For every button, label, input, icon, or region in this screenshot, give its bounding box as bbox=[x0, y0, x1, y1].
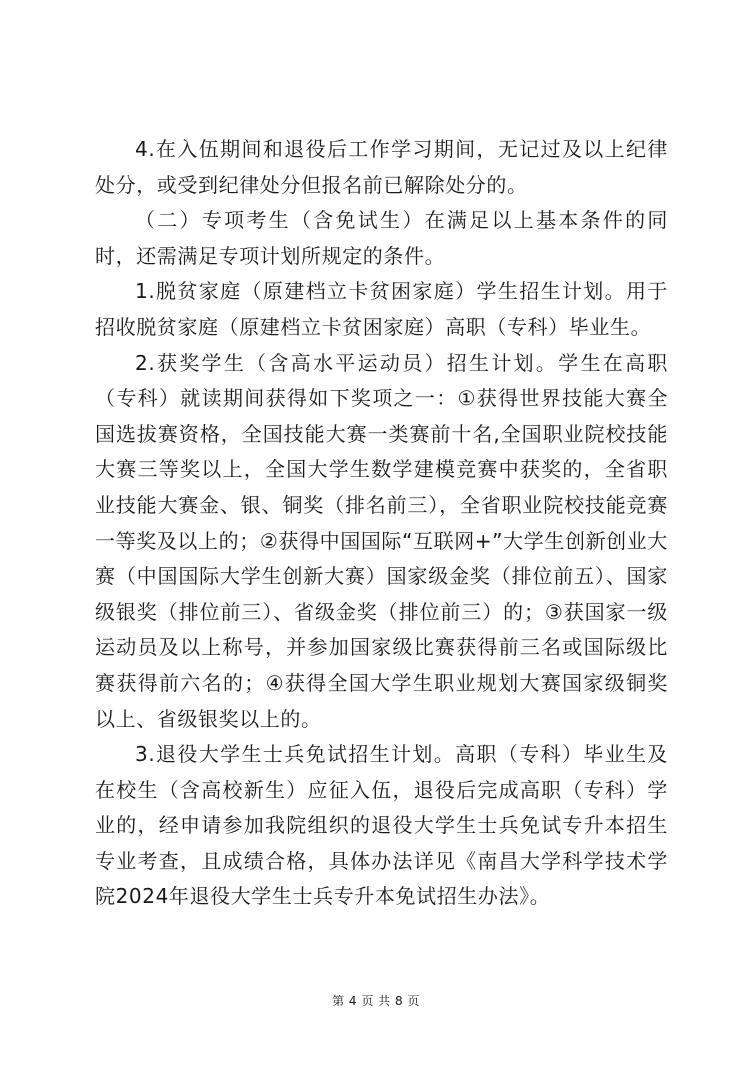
paragraph-veteran-plan: 3.退役大学生士兵免试招生计划。高职（专科）毕业生及在校生（含高校新生）应征入伍，退役后完成高职（专科）学业的，经申请参加我院组织的退役大学生士兵免试专升本招生专业考查，且成绩合格，具体办法详见《南昌大学科学技术学院2024年退役大学生士兵专升本免试招生办法》。 bbox=[95, 742, 668, 909]
document-body bbox=[95, 132, 668, 915]
paragraph-poverty-plan: 1.脱贫家庭（原建档立卡贫困家庭）学生招生计划。用于招收脱贫家庭（原建档立卡贫困家庭）高职（专科）毕业生。 bbox=[95, 279, 668, 339]
paragraph-award-winners-plan: 2.获奖学生（含高水平运动员）招生计划。学生在高职（专科）就读期间获得如下奖项之一：①获得世界技能大赛全国选拔赛资格，全国技能大赛一类赛前十名,全国职业院校技能大赛三等奖以上，全国大学生数学建模竞赛中获奖的，全省职业技能大赛金、银、铜奖（排名前三），全省职业院校技能竞赛一等奖及以上的；②获得中国国际“互联网+”大学生创新创业大赛（中国国际大学生创新大赛）国家级金奖（排位前五）、国家级银奖（排位前三）、省级金奖（排位前三）的；③获国家一级运动员及以上称号，并参加国家级比赛获得前三名或国际级比赛获得前六名的；④获得全国大学生职业规划大赛国家级铜奖以上、省级银奖以上的。 bbox=[95, 350, 668, 731]
page-number-footer: 第 4 页 共 8 页 bbox=[332, 994, 420, 1008]
paragraph-special-candidates: （二）专项考生（含免试生）在满足以上基本条件的同时，还需满足专项计划所规定的条件。 bbox=[95, 208, 668, 268]
paragraph-disciplinary-condition: 4.在入伍期间和退役后工作学习期间，无记过及以上纪律处分，或受到纪律处分但报名前已解除处分的。 bbox=[95, 137, 668, 197]
